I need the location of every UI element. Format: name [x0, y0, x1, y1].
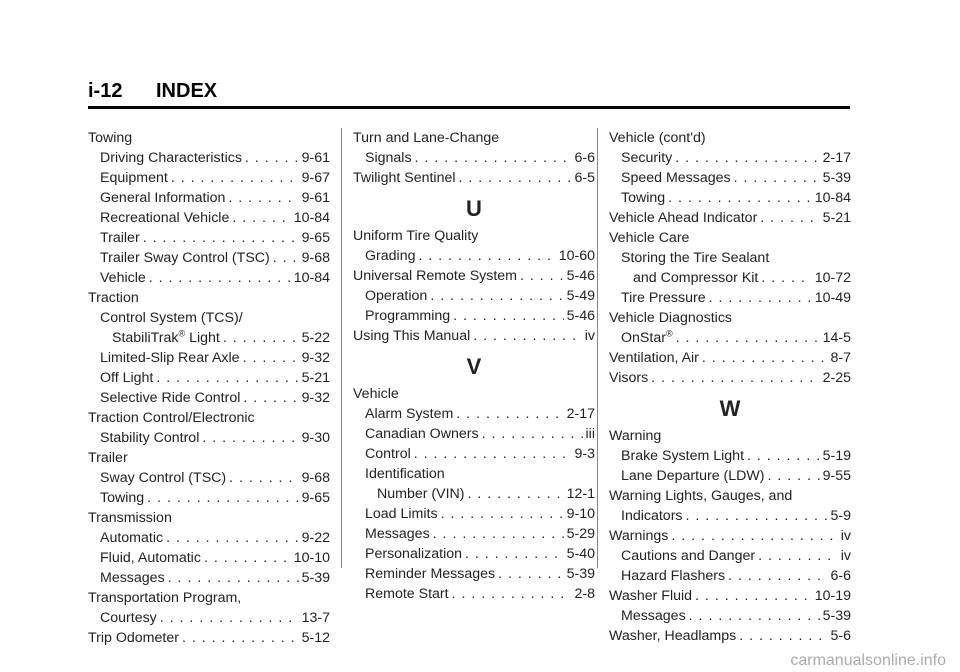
- index-entry[interactable]: [609, 148, 851, 168]
- entry-page: 5-39: [822, 170, 851, 186]
- entry-page: 9-32: [301, 350, 330, 366]
- entry-term-text: Fluid, Automatic: [100, 550, 201, 566]
- entry-term-text: Signals: [365, 150, 412, 166]
- index-entry[interactable]: [88, 268, 330, 288]
- index-entry[interactable]: [88, 228, 330, 248]
- entry-term-text: Programming: [365, 308, 451, 324]
- dot-leader: [728, 566, 827, 586]
- index-entry[interactable]: [88, 368, 330, 388]
- entry-term-text: Courtesy: [100, 610, 157, 626]
- dot-leader: [686, 506, 828, 526]
- index-entry[interactable]: [609, 466, 851, 486]
- dot-leader: [243, 388, 298, 408]
- index-heading: Warning Lights, Gauges, and: [609, 488, 793, 504]
- entry-term: [365, 148, 412, 168]
- dot-leader: [671, 526, 837, 546]
- entry-term: [365, 524, 430, 544]
- entry-term-text: Hazard Flashers: [621, 568, 726, 584]
- index-entry[interactable]: [609, 506, 851, 526]
- entry-page: 5-46: [566, 308, 595, 324]
- entry-page: 5-19: [822, 448, 851, 464]
- index-entry[interactable]: [353, 266, 595, 286]
- dot-leader: [232, 208, 290, 228]
- entry-term-text: Sway Control (TSC): [100, 470, 227, 486]
- entry-term: [100, 468, 226, 488]
- index-heading: Traction: [88, 290, 139, 306]
- entry-term-text: Twilight Sentinel: [353, 170, 456, 186]
- dot-leader: [433, 524, 564, 544]
- entry-page: 9-3: [574, 446, 595, 462]
- entry-page: 5-12: [301, 630, 330, 646]
- index-entry[interactable]: [353, 484, 595, 504]
- entry-page: 10-84: [293, 210, 330, 226]
- entry-term-text: Equipment: [100, 170, 168, 186]
- dot-leader: [739, 626, 827, 646]
- entry-term-text: Trailer: [100, 230, 140, 246]
- entry-term-text: Stability Control: [100, 430, 200, 446]
- index-entry[interactable]: [88, 188, 330, 208]
- index-entry[interactable]: [88, 468, 330, 488]
- entry-term-text: Personalization: [365, 546, 463, 562]
- entry-term-text: Brake System Light: [621, 448, 745, 464]
- dot-leader: [166, 528, 299, 548]
- entry-term: [609, 586, 692, 606]
- index-heading: Uniform Tire Quality: [353, 228, 479, 244]
- entry-page: 9-55: [822, 468, 851, 484]
- dot-leader: [160, 608, 299, 628]
- entry-term: [365, 504, 438, 524]
- entry-term: [621, 546, 755, 566]
- entry-term-text: Alarm System: [365, 406, 454, 422]
- entry-term-text: Washer, Headlamps: [609, 628, 737, 644]
- entry-term: [365, 286, 427, 306]
- dot-leader: [760, 208, 819, 228]
- entry-page: iii: [585, 426, 595, 442]
- dot-leader: [204, 548, 291, 568]
- dot-leader: [498, 564, 563, 584]
- entry-term: [621, 466, 765, 486]
- index-entry[interactable]: [353, 246, 595, 266]
- entry-term-text: Using This Manual: [353, 328, 471, 344]
- registered-mark: ®: [665, 328, 673, 339]
- entry-term-text: and Compressor Kit: [633, 270, 759, 286]
- index-letter-heading: U: [466, 196, 482, 221]
- index-entry[interactable]: [353, 148, 595, 168]
- entry-term-text: Ventilation, Air: [609, 350, 699, 366]
- index-entry[interactable]: [353, 404, 595, 424]
- entry-term: [100, 148, 242, 168]
- entry-page: 10-19: [814, 588, 851, 604]
- entry-term-text: General Information: [100, 190, 226, 206]
- index-heading: Identification: [365, 466, 445, 482]
- entry-page: 10-49: [814, 290, 851, 306]
- index-entry[interactable]: [609, 328, 851, 348]
- entry-term: [100, 548, 201, 568]
- entry-page: 9-30: [301, 430, 330, 446]
- entry-term-text: Warnings: [609, 528, 669, 544]
- index-heading: Control System (TCS)/: [100, 310, 243, 326]
- entry-term: [100, 488, 144, 508]
- entry-page: 9-67: [301, 170, 330, 186]
- index-heading: Vehicle (cont'd): [609, 130, 706, 146]
- entry-page: 12-1: [566, 486, 595, 502]
- entry-term: [100, 168, 168, 188]
- entry-term-text: Cautions and Danger: [621, 548, 756, 564]
- entry-term-text: Towing: [621, 190, 666, 206]
- index-entry[interactable]: [353, 424, 595, 444]
- index-heading: Vehicle Care: [609, 230, 690, 246]
- index-entry[interactable]: [609, 586, 851, 606]
- entry-page: 5-21: [822, 210, 851, 226]
- entry-page: 5-39: [566, 566, 595, 582]
- entry-term: [621, 328, 673, 348]
- index-entry[interactable]: [88, 168, 330, 188]
- index-entry[interactable]: [353, 444, 595, 464]
- index-entry[interactable]: [88, 488, 330, 508]
- entry-term: [633, 268, 758, 288]
- index-entry[interactable]: [353, 524, 595, 544]
- dot-leader: [702, 348, 828, 368]
- entry-term: [365, 544, 462, 564]
- entry-page: 5-39: [301, 570, 330, 586]
- index-heading: Trailer: [88, 450, 128, 466]
- entry-page: 10-84: [814, 190, 851, 206]
- entry-term: [609, 368, 648, 388]
- index-heading: Vehicle Diagnostics: [609, 310, 733, 326]
- index-entry[interactable]: [88, 428, 330, 448]
- dot-leader: [273, 248, 299, 268]
- dot-leader: [482, 424, 583, 444]
- entry-page: 2-17: [822, 150, 851, 166]
- entry-term: [100, 208, 229, 228]
- header-rule: [88, 106, 850, 109]
- entry-term-suffix: Light: [185, 330, 220, 346]
- registered-mark: ®: [178, 328, 186, 339]
- entry-term: [100, 608, 157, 628]
- entry-term: [353, 326, 470, 346]
- entry-term-text: Control: [365, 446, 411, 462]
- entry-term-text: Universal Remote System: [353, 268, 517, 284]
- entry-page: 5-22: [301, 330, 330, 346]
- dot-leader: [468, 484, 564, 504]
- index-entry[interactable]: [609, 348, 851, 368]
- dot-leader: [761, 268, 811, 288]
- entry-term-text: Towing: [100, 490, 145, 506]
- entry-page: 5-21: [301, 370, 330, 386]
- dot-leader: [229, 468, 298, 488]
- index-column-3: [609, 128, 851, 646]
- entry-term: [609, 208, 757, 228]
- index-heading: Transmission: [88, 510, 172, 526]
- index-entry[interactable]: [609, 368, 851, 388]
- index-entry[interactable]: [609, 268, 851, 288]
- entry-term-text: Vehicle Ahead Indicator: [609, 210, 758, 226]
- entry-term-text: OnStar: [621, 330, 666, 346]
- dot-leader: [414, 444, 572, 464]
- entry-term-text: Number (VIN): [377, 486, 465, 502]
- index-entry[interactable]: [609, 208, 851, 228]
- entry-term: [621, 606, 686, 626]
- column-separator: [597, 128, 598, 568]
- entry-term-text: Driving Characteristics: [100, 150, 242, 166]
- entry-page: 2-17: [566, 406, 595, 422]
- dot-leader: [747, 446, 820, 466]
- entry-term: [353, 168, 456, 188]
- entry-term-text: StabiliTrak: [112, 330, 179, 346]
- entry-page: 10-10: [293, 550, 330, 566]
- entry-term-text: Messages: [621, 608, 686, 624]
- entry-page: 9-61: [301, 150, 330, 166]
- dot-leader: [456, 404, 563, 424]
- index-heading: Towing: [88, 130, 133, 146]
- index-entry[interactable]: [609, 606, 851, 626]
- entry-page: 5-40: [566, 546, 595, 562]
- watermark: carmanualsonline.info: [790, 652, 946, 669]
- entry-page: 2-8: [574, 586, 595, 602]
- dot-leader: [418, 246, 555, 266]
- page-header: [88, 80, 850, 106]
- entry-term: [609, 348, 699, 368]
- entry-term: [365, 246, 415, 266]
- dot-leader: [228, 188, 298, 208]
- index-entry[interactable]: [88, 388, 330, 408]
- dot-leader: [182, 628, 299, 648]
- dot-leader: [758, 546, 838, 566]
- index-entry[interactable]: [353, 326, 595, 346]
- entry-term: [100, 348, 240, 368]
- index-entry[interactable]: [609, 288, 851, 308]
- dot-leader: [149, 268, 291, 288]
- index-heading: Traction Control/Electronic: [88, 410, 255, 426]
- entry-page: 9-68: [301, 250, 330, 266]
- entry-term-text: Speed Messages: [621, 170, 731, 186]
- index-entry[interactable]: [88, 628, 330, 648]
- index-heading: Storing the Tire Sealant: [621, 250, 770, 266]
- entry-page: 10-84: [293, 270, 330, 286]
- dot-leader: [695, 586, 812, 606]
- column-separator: [341, 128, 342, 568]
- index-entry[interactable]: [609, 188, 851, 208]
- entry-term: [365, 584, 449, 604]
- entry-term-text: Messages: [365, 526, 430, 542]
- entry-term: [100, 368, 153, 388]
- entry-term-text: Limited-Slip Rear Axle: [100, 350, 240, 366]
- entry-page: 9-68: [301, 470, 330, 486]
- entry-page: 9-65: [301, 230, 330, 246]
- entry-term-text: Trailer Sway Control (TSC): [100, 250, 270, 266]
- entry-term: [365, 564, 495, 584]
- entry-page: 13-7: [301, 610, 330, 626]
- index-entry[interactable]: [88, 348, 330, 368]
- entry-page: 5-29: [566, 526, 595, 542]
- entry-page: 5-9: [830, 508, 851, 524]
- index-entry[interactable]: [353, 544, 595, 564]
- index-entry[interactable]: [88, 328, 330, 348]
- entry-page: 2-25: [822, 370, 851, 386]
- dot-leader: [168, 568, 299, 588]
- index-entry[interactable]: [88, 528, 330, 548]
- entry-term: [100, 188, 225, 208]
- entry-term: [100, 248, 270, 268]
- entry-term: [609, 626, 736, 646]
- dot-leader: [465, 544, 564, 564]
- entry-term: [88, 628, 179, 648]
- dot-leader: [459, 168, 572, 188]
- index-heading: Warning: [609, 428, 662, 444]
- entry-page: iv: [840, 548, 851, 564]
- entry-term-text: Washer Fluid: [609, 588, 693, 604]
- dot-leader: [245, 148, 299, 168]
- index-entry[interactable]: [609, 446, 851, 466]
- dot-leader: [223, 328, 299, 348]
- index-entry[interactable]: [353, 564, 595, 584]
- dot-leader: [441, 504, 564, 524]
- entry-term: [100, 528, 163, 548]
- index-entry[interactable]: [88, 548, 330, 568]
- entry-term-text: Indicators: [621, 508, 683, 524]
- entry-term-text: Off Light: [100, 370, 154, 386]
- entry-page: 6-6: [574, 150, 595, 166]
- dot-leader: [452, 584, 572, 604]
- entry-page: 6-5: [574, 170, 595, 186]
- entry-term: [112, 328, 220, 348]
- dot-leader: [202, 428, 298, 448]
- index-letter-heading: W: [719, 396, 741, 421]
- entry-term-text: Visors: [609, 370, 649, 386]
- entry-page: 5-49: [566, 288, 595, 304]
- entry-term-text: Messages: [100, 570, 165, 586]
- entry-term-text: Operation: [365, 288, 428, 304]
- section-title: INDEX: [156, 80, 218, 102]
- index-entry[interactable]: [353, 168, 595, 188]
- entry-term: [365, 444, 411, 464]
- entry-term: [365, 424, 479, 444]
- entry-term: [100, 568, 165, 588]
- entry-term: [100, 268, 146, 288]
- dot-leader: [171, 168, 299, 188]
- entry-page: 9-32: [301, 390, 330, 406]
- dot-leader: [675, 148, 819, 168]
- index-entry[interactable]: [88, 248, 330, 268]
- dot-leader: [689, 606, 820, 626]
- dot-leader: [415, 148, 572, 168]
- entry-term-text: Tire Pressure: [621, 290, 706, 306]
- dot-leader: [734, 168, 820, 188]
- dot-leader: [243, 348, 299, 368]
- entry-page: 10-72: [814, 270, 851, 286]
- dot-leader: [156, 368, 298, 388]
- page-number: i-12: [88, 80, 123, 102]
- entry-term: [621, 148, 672, 168]
- entry-term: [353, 266, 517, 286]
- index-entry[interactable]: [353, 504, 595, 524]
- entry-page: 9-10: [566, 506, 595, 522]
- entry-term: [100, 428, 199, 448]
- index-column-1: [88, 128, 330, 648]
- index-entry[interactable]: [609, 168, 851, 188]
- entry-term: [377, 484, 465, 504]
- dot-leader: [473, 326, 582, 346]
- entry-term-text: Vehicle: [100, 270, 146, 286]
- entry-term: [621, 288, 706, 308]
- entry-term-text: Trip Odometer: [88, 630, 179, 646]
- entry-term-text: Remote Start: [365, 586, 449, 602]
- entry-page: 5-6: [830, 628, 851, 644]
- entry-term-text: Canadian Owners: [365, 426, 479, 442]
- dot-leader: [668, 188, 812, 208]
- index-entry[interactable]: [609, 626, 851, 646]
- index-column-2: [353, 128, 595, 604]
- entry-term: [365, 404, 453, 424]
- entry-term: [621, 168, 731, 188]
- dot-leader: [651, 368, 819, 388]
- entry-term-text: Load Limits: [365, 506, 438, 522]
- entry-page: 10-60: [558, 248, 595, 264]
- entry-page: 9-65: [301, 490, 330, 506]
- index-entry[interactable]: [353, 306, 595, 326]
- entry-term-text: Security: [621, 150, 673, 166]
- entry-term: [609, 526, 668, 546]
- entry-term-text: Reminder Messages: [365, 566, 496, 582]
- entry-page: iv: [840, 528, 851, 544]
- entry-term: [100, 388, 240, 408]
- dot-leader: [430, 286, 563, 306]
- dot-leader: [143, 228, 299, 248]
- entry-term: [100, 228, 140, 248]
- entry-term: [621, 506, 683, 526]
- index-entry[interactable]: [609, 546, 851, 566]
- entry-page: 9-22: [301, 530, 330, 546]
- entry-page: 5-39: [822, 608, 851, 624]
- entry-term: [621, 188, 665, 208]
- entry-page: 8-7: [830, 350, 851, 366]
- dot-leader: [520, 266, 564, 286]
- dot-leader: [676, 328, 820, 348]
- entry-page: 5-46: [566, 268, 595, 284]
- dot-leader: [453, 306, 563, 326]
- dot-leader: [709, 288, 812, 308]
- index-heading: Turn and Lane-Change: [353, 130, 500, 146]
- index-entry[interactable]: [353, 584, 595, 604]
- entry-term-text: Recreational Vehicle: [100, 210, 230, 226]
- index-heading: Vehicle: [353, 386, 399, 402]
- entry-term-text: Grading: [365, 248, 416, 264]
- entry-term: [621, 566, 725, 586]
- entry-term-text: Lane Departure (LDW): [621, 468, 765, 484]
- entry-term-text: Automatic: [100, 530, 164, 546]
- entry-page: 6-6: [830, 568, 851, 584]
- index-entry[interactable]: [88, 148, 330, 168]
- entry-term: [365, 306, 450, 326]
- index-letter-heading: V: [466, 354, 482, 379]
- entry-page: 14-5: [822, 330, 851, 346]
- index-entry[interactable]: [88, 568, 330, 588]
- entry-page: iv: [584, 328, 595, 344]
- index-entry[interactable]: [88, 608, 330, 628]
- index-entry[interactable]: [353, 286, 595, 306]
- dot-leader: [147, 488, 298, 508]
- entry-page: 9-61: [301, 190, 330, 206]
- entry-term-text: Selective Ride Control: [100, 390, 241, 406]
- dot-leader: [768, 466, 820, 486]
- entry-term: [621, 446, 744, 466]
- index-entry[interactable]: [609, 526, 851, 546]
- index-heading: Transportation Program,: [88, 590, 242, 606]
- index-entry[interactable]: [88, 208, 330, 228]
- index-entry[interactable]: [609, 566, 851, 586]
